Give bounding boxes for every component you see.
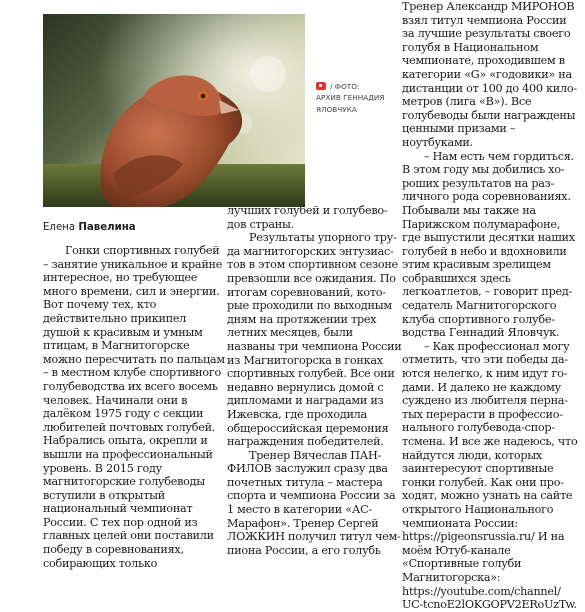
- paragraph: Тренер Вячеслав ПАНФИЛОВ заслужил сразу два почетных титула – мастера спорта и чемпиона России за 1 место в категории «АС-Марафон». Тренер Сергей ЛОЖКИН получил титул чемпиона России, а его голубь: [227, 448, 401, 557]
- camera-icon: [316, 82, 326, 90]
- paragraph: Тренер Александр МИРОНОВ взял титул чемпиона России за лучшие результаты своего голубя в Национальном чемпионате, проходившем в категории «G» «годовики» на дистанции от 100 до 400 километров (лига «B»). Все голубеводы были награждены ценными призами – ноутбуками.: [402, 0, 578, 149]
- pigeon-illustration: [43, 14, 305, 207]
- paragraph: Гонки спортивных голубей – занятие уникальное и крайне интересное, но требующее много времени, сил и энергии. Вот почему тех, кто действительно прикипел душой к красивым и умным птицам, в Магнитогорске можно пересчитать по пальцам – в местном клубе спортивного голубеводства их всего восемь человек. Начинали они в далёком 1975 году с секции любителей почтовых голубей. Набрались опыта, окрепли и вышли на профессиональный уровень. В 2015 году магнитогорские голубеводы вступили в открытый национальный чемпионат России. С тех пор одной из главных целей они поставили победу в соревнованиях, собирающих только: [43, 244, 225, 570]
- author-first-name: Елена: [43, 222, 76, 233]
- paragraph: Результаты упорного труда магнитогорских энтузиастов в этом спортивном сезоне превзошли все ожидания. По итогам соревнований, которые проходили по выходным дням на протяжении трех летних месяцев, были названы три чемпиона России из Магнитогорска в гонках спортивных голубей. Все они недавно вернулись домой с дипломами и наградами из Ижевска, где проходила общероссийская церемония награждения победителей.: [227, 231, 402, 449]
- author-last-name: Павелина: [78, 222, 136, 233]
- paragraph: – Как профессионал могу отметить, что эти победы даются нелегко, к ним идут годами. И далеко не каждому суждено из любителя пернатых перерасти в профессионального голубевода-спортсмена. И все же надеюсь, что найдутся люди, которых заинтересуют спортивные гонки голубей. Как они проходят, можно узнать на сайте открытого Национального чемпионата России: https://pigeonsrussia.ru/ И на моём Ютуб-канале «Спортивные голуби Магнитогорска»: https://youtube.com/channel/ UC-tcnoE2lOKGOPV2ERoUzTw.: [402, 339, 578, 612]
- author-byline: [43, 222, 136, 233]
- article-column-2: [227, 204, 402, 557]
- article-column-1: [43, 244, 225, 570]
- article-column-3: [402, 0, 580, 612]
- photo-credit: / ФОТО: АРХИВ ГЕННАДИЯ ЯЛОВЧУКА: [316, 82, 385, 114]
- paragraph: – Нам есть чем гордиться. В этом году мы добились хороших результатов на различного рода соревнованиях. Побывали мы также на Парижском полумарафоне, где выпустили десятки наших голубей в небо и вдохновили этим красивым зрелищем собравшихся здесь легкоатлетов, – говорит председатель Магнитогорского клуба спортивного голубеводства Геннадий Яловчук.: [402, 149, 575, 340]
- pigeon-photo: [43, 14, 305, 207]
- paragraph: лучших голубей и голубеводов страны.: [227, 204, 388, 231]
